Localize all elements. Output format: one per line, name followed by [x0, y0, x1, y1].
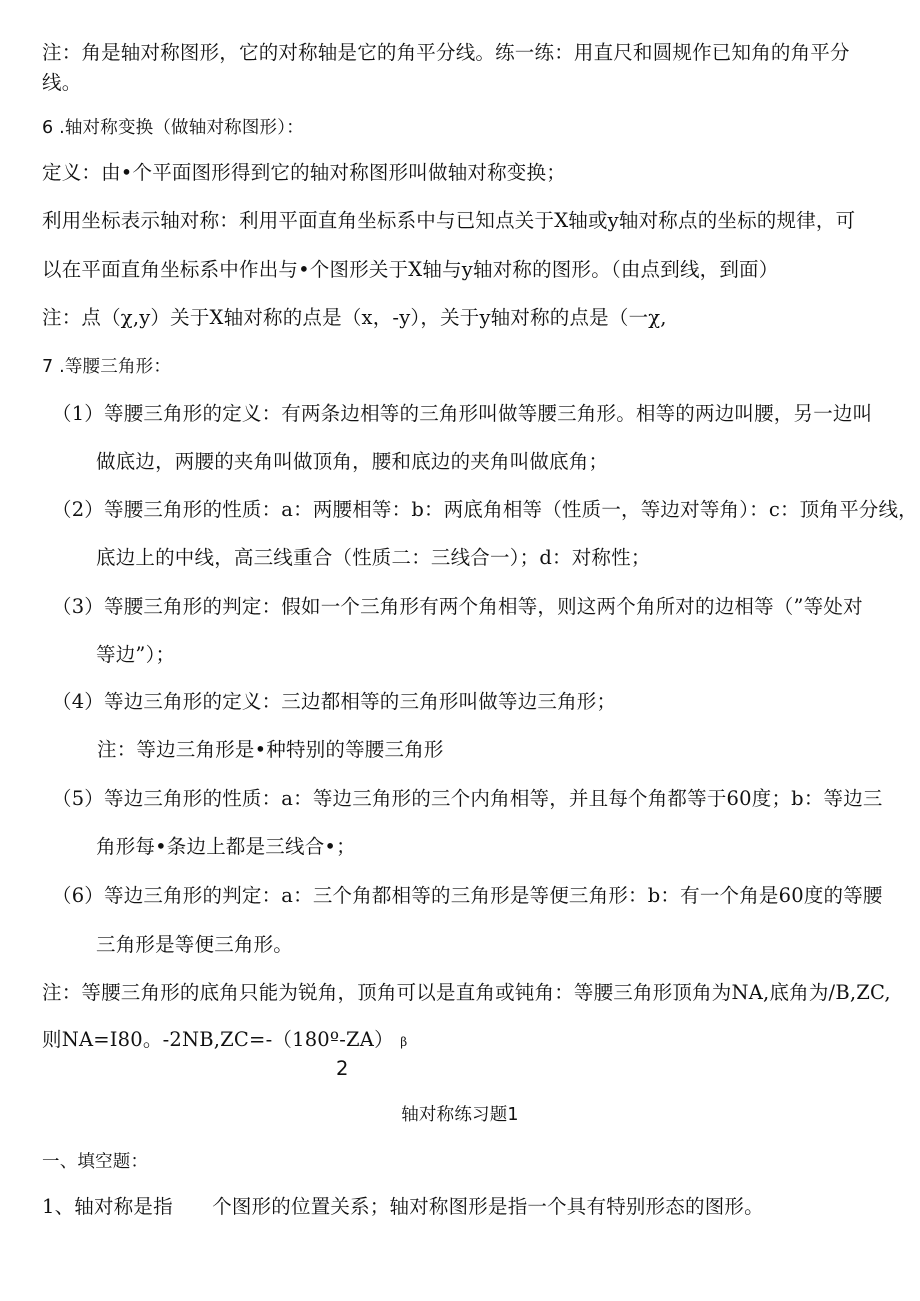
note-isosceles-angles: 注：等腰三角形的底角只能为锐角，顶角可以是直角或钝角：等腰三角形顶角为NA,底角为/B,ZC,: [42, 981, 891, 1004]
item-3-judgement-cont: 等边”）；: [96, 643, 176, 666]
note-angle-symmetry-cont: 线。: [42, 71, 82, 94]
coordinate-symmetry-cont: 以在平面直角坐标系中作出与•个图形关于X轴与y轴对称的图形。（由点到线，到面）: [42, 258, 779, 281]
section-6-heading: 6 .轴对称变换（做轴对称图形）：: [42, 118, 304, 138]
item-2-properties: （2）等腰三角形的性质：a：两腰相等：b：两底角相等（性质一，等边对等角）：c：顶角平分线，: [52, 498, 918, 521]
formula-denominator: 2: [336, 1057, 349, 1080]
item-3-judgement: （3）等腰三角形的判定：假如一个三角形有两个角相等，则这两个角所对的边相等（”等处对: [52, 595, 863, 618]
note-point-symmetry: 注：点（χ,y）关于X轴对称的点是（x，-y），关于y轴对称的点是（一χ,: [42, 306, 667, 329]
coordinate-symmetry: 利用坐标表示轴对称：利用平面直角坐标系中与已知点关于X轴或y轴对称点的坐标的规律，可: [42, 209, 856, 232]
question-1: 1、轴对称是指 个图形的位置关系；轴对称图形是指一个具有特别形态的图形。: [42, 1195, 764, 1218]
item-4-note: 注：等边三角形是•种特别的等腰三角形: [97, 738, 444, 761]
fill-blank-heading: 一、填空题：: [42, 1152, 149, 1172]
item-5-equilateral-properties: （5）等边三角形的性质：a：等边三角形的三个内角相等，并且每个角都等于60度；b：等边三: [52, 787, 883, 810]
formula-line: [42, 1027, 890, 1055]
formula-text: 则NA=I80。-2NB,ZC=-（180º-ZA）: [42, 1028, 394, 1051]
definition-transform: 定义：由•个平面图形得到它的轴对称图形叫做轴对称变换；: [42, 161, 566, 184]
item-2-properties-cont: 底边上的中线，高三线重合（性质二：三线合一）；d：对称性；: [96, 546, 651, 569]
item-1-definition-cont: 做底边，两腰的夹角叫做顶角，腰和底边的夹角叫做底角；: [96, 450, 609, 473]
item-1-definition: （1）等腰三角形的定义：有两条边相等的三角形叫做等腰三角形。相等的两边叫腰，另一边叫: [52, 402, 873, 425]
item-5-equilateral-properties-cont: 角形每•条边上都是三线合•；: [96, 835, 356, 858]
formula-subscript: β: [400, 1035, 408, 1049]
item-6-equilateral-judgement: （6）等边三角形的判定：a：三个角都相等的三角形是等便三角形：b：有一个角是60度的等腰: [52, 884, 883, 907]
item-6-equilateral-judgement-cont: 三角形是等便三角形。: [96, 933, 294, 956]
item-4-equilateral-definition: （4）等边三角形的定义：三边都相等的三角形叫做等边三角形；: [52, 690, 617, 713]
exercise-title: 轴对称练习题1: [401, 1105, 519, 1125]
note-angle-symmetry: 注：角是轴对称图形，它的对称轴是它的角平分线。练一练：用直尺和圆规作已知角的角平分: [42, 41, 850, 64]
section-7-heading: 7 .等腰三角形：: [42, 357, 172, 377]
